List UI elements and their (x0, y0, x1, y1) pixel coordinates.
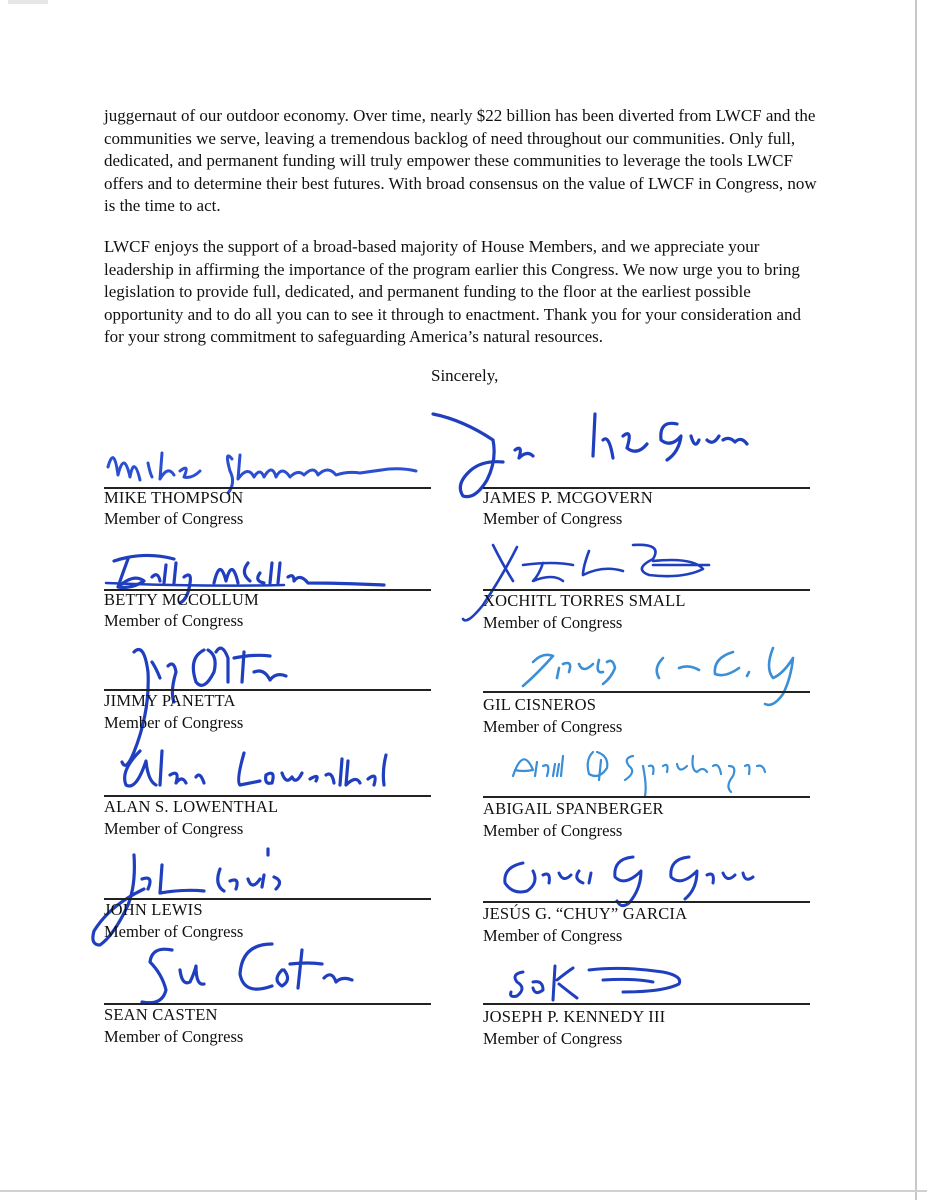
signatory-name: BETTY MCCOLLUM (104, 590, 259, 609)
signature-line (483, 691, 810, 693)
signatory-name: ALAN S. LOWENTHAL (104, 797, 279, 816)
closing: Sincerely, (431, 366, 499, 385)
signature-block-left-4 (104, 741, 434, 851)
signatory-name: JESÚS G. “CHUY” GARCIA (483, 904, 688, 923)
signatory-name: JIMMY PANETTA (104, 691, 236, 710)
signature-block-left-3 (104, 636, 434, 746)
signature-block-right-4 (483, 744, 813, 854)
signature-block-right-5 (483, 849, 813, 959)
signature-block-left-5 (104, 845, 434, 955)
signatory-name: SEAN CASTEN (104, 1005, 218, 1024)
signatory-title: Member of Congress (483, 509, 623, 528)
signatory-title: Member of Congress (104, 509, 244, 528)
signatory-name: JOHN LEWIS (104, 900, 203, 919)
signature-line (483, 1003, 810, 1005)
page-edge (0, 1190, 927, 1192)
signatory-title: Member of Congress (104, 819, 244, 838)
signature-block-left-1 (104, 430, 434, 540)
signatory-name: XOCHITL TORRES SMALL (483, 591, 686, 610)
signatory-title: Member of Congress (483, 1029, 623, 1048)
scan-artifact (8, 0, 48, 4)
signatory-title: Member of Congress (483, 821, 623, 840)
signatory-title: Member of Congress (483, 926, 623, 945)
signature-block-right-6 (483, 952, 813, 1062)
signature-line (483, 796, 810, 798)
signature-block-right-1 (483, 430, 813, 540)
signatory-title: Member of Congress (483, 613, 623, 632)
signatory-title: Member of Congress (483, 717, 623, 736)
signature-jesus-garcia (493, 843, 773, 913)
letter-paragraph-1: juggernaut of our outdoor economy. Over time, nearly $22 billion has been diverted from LWCF and the communities we serve, leaving a tremendous backlog of need throughout our communities. Only full, dedicated, and permanent funding will truly empower these communities to leverage the tools LWCF offers and to determine their best futures. With broad consensus on the value of LWCF in Congress, now is the time to act. (104, 106, 817, 215)
signatory-title: Member of Congress (104, 922, 244, 941)
signatory-name: ABIGAIL SPANBERGER (483, 799, 664, 818)
signature-block-left-2 (104, 535, 434, 645)
signature-block-right-3 (483, 640, 813, 750)
page-edge (915, 0, 917, 1200)
letter-paragraph-2: LWCF enjoys the support of a broad-based majority of House Members, and we appreciate your leadership in affirming the importance of the program earlier this Congress. We now urge you to bring legislation to provide full, dedicated, and permanent funding to the floor at the earliest possible opportunity and to do all you can to see it through to enactment. Thank you for your consideration and for your strong commitment to safeguarding America’s natural resources. (104, 237, 801, 346)
signatory-name: MIKE THOMPSON (104, 488, 244, 507)
signatory-name: GIL CISNEROS (483, 695, 597, 714)
signature-block-right-2 (483, 535, 813, 645)
signatory-title: Member of Congress (104, 611, 244, 630)
signature-alan-lowenthal (116, 741, 406, 801)
signature-line (483, 901, 810, 903)
signatory-name: JOSEPH P. KENNEDY III (483, 1007, 666, 1026)
signatory-title: Member of Congress (104, 1027, 244, 1046)
signatory-title: Member of Congress (104, 713, 244, 732)
signature-block-left-6 (104, 948, 434, 1058)
signatory-name: JAMES P. MCGOVERN (483, 488, 653, 507)
